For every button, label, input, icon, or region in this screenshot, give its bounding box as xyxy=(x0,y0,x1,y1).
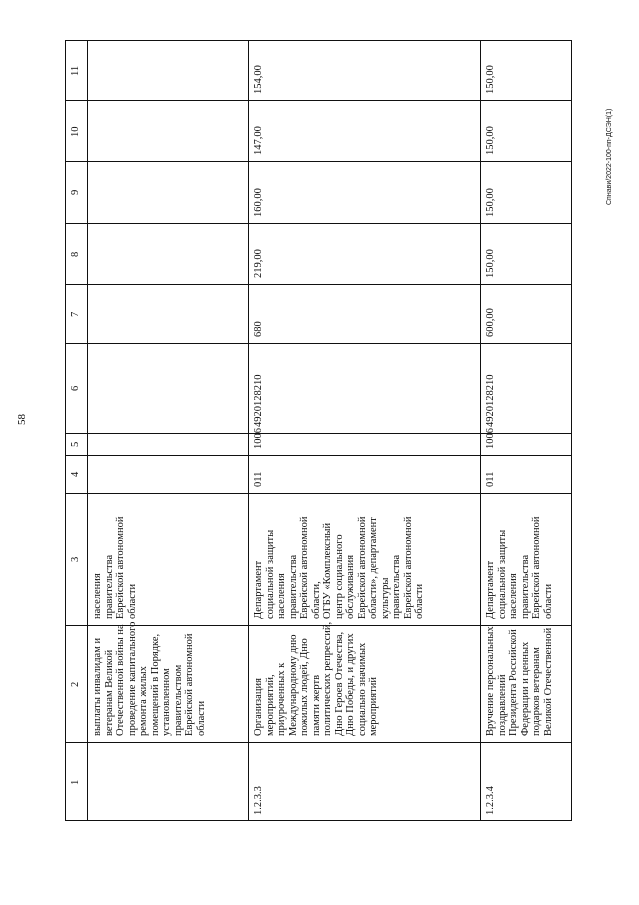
header-col-8: 8 xyxy=(70,251,81,257)
cell-c3-line: правительства xyxy=(519,554,531,619)
cell-c3-line: области xyxy=(542,583,554,619)
header-col-3: 3 xyxy=(70,556,81,563)
cell-c8: 219,00 xyxy=(253,249,264,278)
cell-c4: 011 xyxy=(485,471,496,487)
column-divider xyxy=(65,343,572,344)
cell-c3-line: правительства xyxy=(391,554,402,619)
cell-c3-line: области xyxy=(126,583,138,619)
cell-c2-line: Федерации и ценных xyxy=(519,641,531,736)
column-divider xyxy=(65,455,572,456)
document-stamp: Спнави/2022-100-пп-ДСЭН(1) xyxy=(606,108,613,205)
cell-c7: 600,00 xyxy=(485,308,496,337)
cell-c2-line: социально значимых xyxy=(356,642,368,736)
header-col-2: 2 xyxy=(70,681,81,687)
cell-c3-line: ОГБУ «Комплексный xyxy=(322,522,333,619)
cell-c3-line: центр социального xyxy=(333,534,345,619)
cell-c2-line: Международному дню xyxy=(287,634,299,736)
cell-c1: 1.2.3.4 xyxy=(485,786,496,815)
header-col-1: 1 xyxy=(70,779,81,785)
cell-c1: 1.2.3.3 xyxy=(253,786,264,815)
cell-c5: 1006 xyxy=(253,428,264,449)
cell-c2-line: Организация xyxy=(253,678,264,736)
page-number: 58 xyxy=(16,414,28,425)
column-divider xyxy=(65,742,572,743)
cell-c2-line: проведение капитального xyxy=(126,621,138,736)
header-col-6: 6 xyxy=(70,385,81,392)
cell-c3-line: населения xyxy=(276,573,287,619)
cell-c3-line: социальной защиты xyxy=(264,529,276,619)
cell-c2-line: Вручение персональных xyxy=(485,626,496,736)
cell-c11: 154,00 xyxy=(253,65,264,94)
cell-c9: 150,00 xyxy=(485,188,496,217)
header-col-10: 10 xyxy=(70,126,81,137)
row-divider xyxy=(571,40,572,821)
cell-c2-line: Еврейской автономной xyxy=(184,633,195,736)
cell-c3-line: правительства xyxy=(103,554,115,619)
header-col-9: 9 xyxy=(70,189,81,196)
column-divider xyxy=(65,493,572,494)
column-divider xyxy=(65,100,572,101)
cell-c2-line: Дню Героев Отечества, xyxy=(333,631,345,736)
cell-c3-line: культуры xyxy=(379,577,391,619)
row-divider xyxy=(248,40,249,821)
cell-c3-line: Еврейской автономной xyxy=(402,516,414,619)
cell-c3-line: правительства xyxy=(287,554,299,619)
cell-c2-line: Дню Победы, и других xyxy=(345,633,356,736)
header-col-4: 4 xyxy=(70,471,81,478)
cell-c3-line: области, xyxy=(310,581,322,619)
cell-c2-line: памяти жертв xyxy=(310,674,322,736)
cell-c11: 150,00 xyxy=(485,65,496,94)
column-divider xyxy=(65,284,572,285)
cell-c3-line: Еврейской автономной xyxy=(356,516,368,619)
row-divider xyxy=(480,40,481,821)
column-divider xyxy=(65,161,572,162)
cell-c3-line: населения xyxy=(508,573,519,619)
header-col-5: 5 xyxy=(70,441,81,448)
cell-c10: 147,00 xyxy=(253,126,264,155)
cell-c3-line: Еврейской автономной xyxy=(299,516,310,619)
column-divider xyxy=(65,40,572,41)
cell-c4: 011 xyxy=(253,471,264,487)
cell-c8: 150,00 xyxy=(485,249,496,278)
cell-c10: 150,00 xyxy=(485,126,496,155)
cell-c3-line: Департамент xyxy=(485,560,496,619)
cell-c2-line: выплаты инвалидам и xyxy=(92,637,103,736)
cell-c3-line: Еврейской автономной xyxy=(531,516,542,619)
cell-c2-line: мероприятий xyxy=(368,677,379,736)
cell-c3-line: социальной защиты xyxy=(496,529,508,619)
cell-c9: 160,00 xyxy=(253,188,264,217)
cell-c2-line: Великой Отечественной xyxy=(542,627,554,736)
cell-c6: 4920128210 xyxy=(253,374,264,427)
cell-c6: 4920128210 xyxy=(485,374,496,427)
header-col-11: 11 xyxy=(70,66,81,77)
row-divider xyxy=(87,40,88,821)
cell-c3-line: области xyxy=(414,583,425,619)
cell-c3-line: Департамент xyxy=(253,560,264,619)
budget-table xyxy=(65,40,572,821)
cell-c2-line: Отечественной войны на xyxy=(115,624,126,736)
cell-c2-line: области xyxy=(195,700,207,736)
cell-c2-line: помещений в Порядке, xyxy=(149,633,161,736)
cell-c2-line: правительством xyxy=(172,664,184,736)
cell-c2-line: установленном xyxy=(161,668,172,736)
header-col-7: 7 xyxy=(70,311,81,317)
cell-c3-line: населения xyxy=(92,573,103,619)
cell-c3-line: обслуживания xyxy=(345,554,356,619)
cell-c2-line: Президента Российской xyxy=(508,629,519,736)
cell-c3-line: Еврейской автономной xyxy=(115,516,126,619)
cell-c2-line: поздравлений xyxy=(496,674,508,736)
cell-c5: 1006 xyxy=(485,428,496,449)
column-divider xyxy=(65,820,572,821)
row-divider xyxy=(65,40,66,821)
cell-c2-line: ремонта жилых xyxy=(138,666,149,736)
cell-c2-line: политических репрессий, xyxy=(322,621,333,736)
cell-c2-line: ветеранам Великой xyxy=(103,649,115,736)
column-divider xyxy=(65,223,572,224)
cell-c2-line: приуроченных к xyxy=(276,662,287,736)
cell-c7: 680 xyxy=(253,321,264,337)
cell-c2-line: мероприятий, xyxy=(264,674,276,736)
cell-c2-line: пожилых людей, Дню xyxy=(299,638,310,736)
cell-c3-line: области», департамент xyxy=(368,517,379,619)
cell-c2-line: подарков ветеранам xyxy=(531,647,542,736)
